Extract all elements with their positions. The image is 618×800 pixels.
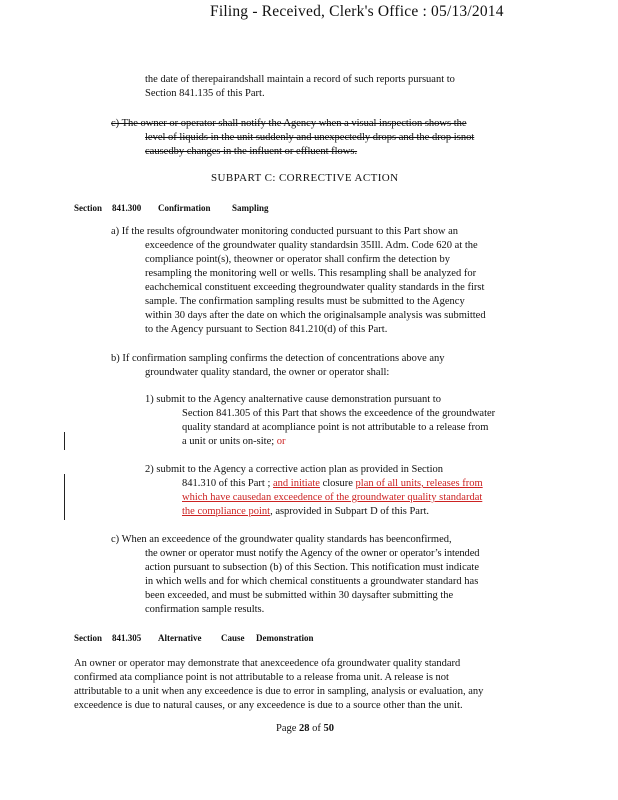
section-305-title-3: Demonstration xyxy=(256,633,314,643)
struck-line-2: level of liquids in the unit suddenly and unexpectedly drops and the drop isnot xyxy=(145,132,475,143)
page-total: 50 xyxy=(323,723,335,734)
item-1-line-4 xyxy=(182,436,286,448)
item-1-line-1: 1) submit to the Agency analternative cause demonstration pursuant to xyxy=(145,394,441,405)
item-2-line-2-text: 841.310 of this Part ; xyxy=(182,478,271,489)
inserted-and-initiate: and initiate xyxy=(273,478,320,489)
para-305-line-3: attributable to a unit when any exceedence is due to error in sampling, analysis or evaluation, any xyxy=(74,686,484,697)
para-c-line-4: in which wells and for which chemical constituents a groundwater standard has xyxy=(145,576,479,587)
item-2-line-4 xyxy=(182,506,429,518)
struck-line-1: c) The owner or operator shall notify the Agency when a visual inspection shows the xyxy=(111,118,467,129)
section-305-label: Section xyxy=(74,633,102,643)
page-number: 28 xyxy=(299,723,310,734)
para-a-line-2: exceedence of the groundwater quality standardsin 35Ill. Adm. Code 620 at the xyxy=(145,240,478,251)
para-c-line-5: been exceeded, and must be submitted within 30 daysafter submitting the xyxy=(145,590,454,601)
change-bar-2 xyxy=(64,474,65,520)
para-b-line-2: groundwater quality standard, the owner or operator shall: xyxy=(145,367,390,378)
para-c-line-6: confirmation sample results. xyxy=(145,604,265,615)
section-300-title-1: Confirmation xyxy=(158,203,211,213)
para-a-line-6: sample. The confirmation sampling results must be submitted to the Agency xyxy=(145,296,465,307)
section-305-title-2: Cause xyxy=(221,633,245,643)
item-1-line-4-text: a unit or units on-site; xyxy=(182,436,275,447)
section-305-title-1: Alternative xyxy=(158,633,202,643)
para-a-line-4: resampling the monitoring well or wells. This resampling shall be analyzed for xyxy=(145,268,477,279)
para-305-line-1: An owner or operator may demonstrate that anexceedence ofa groundwater quality standard xyxy=(74,658,461,669)
para-a-line-5: eachchemical constituent exceeding thegroundwater quality standards in the first xyxy=(145,282,485,293)
para-c-line-3: action pursuant to subsection (b) of this Section. This notification must indicate xyxy=(145,562,480,573)
top-line-2: Section 841.135 of this Part. xyxy=(145,88,265,99)
item-1-line-2: Section 841.305 of this Part that shows the exceedence of the groundwater xyxy=(182,408,496,419)
section-305-number: 841.305 xyxy=(112,633,142,643)
filing-header: Filing - Received, Clerk's Office : 05/13/2014 xyxy=(210,3,504,20)
para-305-line-2: confirmed ata compliance point is not attributable to a release froma unit. A release is not xyxy=(74,672,449,683)
subpart-heading: SUBPART C: CORRECTIVE ACTION xyxy=(211,172,399,184)
para-b-line-1: b) If confirmation sampling confirms the detection of concentrations above any xyxy=(111,353,445,364)
para-a-line-1: a) If the results ofgroundwater monitoring conducted pursuant to this Part show an xyxy=(111,226,459,237)
section-300-title-2: Sampling xyxy=(232,203,269,213)
top-line-1: the date of therepairandshall maintain a record of such reports pursuant to xyxy=(145,74,455,85)
item-2-line-4-text: , asprovided in Subpart D of this Part. xyxy=(270,506,430,517)
struck-line-3: causedby changes in the influent or effluent flows. xyxy=(145,146,358,157)
item-1-line-3: quality standard at acompliance point is not attributable to a release from xyxy=(182,422,489,433)
para-a-line-7: within 30 days after the date on which the originalsample analysis was submitted xyxy=(145,310,486,321)
page-footer xyxy=(276,723,334,735)
item-2-line-3-inserted: which have causedan exceedence of the groundwater quality standardat xyxy=(182,492,483,503)
para-c-line-2: the owner or operator must notify the Agency of the owner or operator’s intended xyxy=(145,548,480,559)
section-300-number: 841.300 xyxy=(112,203,142,213)
para-a-line-3: compliance point(s), theowner or operator shall confirm the detection by xyxy=(145,254,450,265)
item-2-closure: closure xyxy=(322,478,353,489)
para-305-line-4: exceedence is due to natural causes, or any exceedence is due to a source other than the unit. xyxy=(74,700,463,711)
change-bar-1 xyxy=(64,432,65,450)
inserted-or: or xyxy=(276,436,286,447)
item-2-line-1: 2) submit to the Agency a corrective action plan as provided in Section xyxy=(145,464,443,475)
inserted-plan-text: plan of all units, releases from xyxy=(355,478,483,489)
section-300-label: Section xyxy=(74,203,102,213)
para-c-line-1: c) When an exceedence of the groundwater quality standards has beenconfirmed, xyxy=(111,534,452,545)
item-2-line-2 xyxy=(182,478,483,490)
page-of: of xyxy=(312,723,321,734)
inserted-compliance-point: the compliance point xyxy=(182,506,271,517)
para-a-line-8: to the Agency pursuant to Section 841.210(d) of this Part. xyxy=(145,324,388,335)
page-word: Page xyxy=(276,723,297,734)
